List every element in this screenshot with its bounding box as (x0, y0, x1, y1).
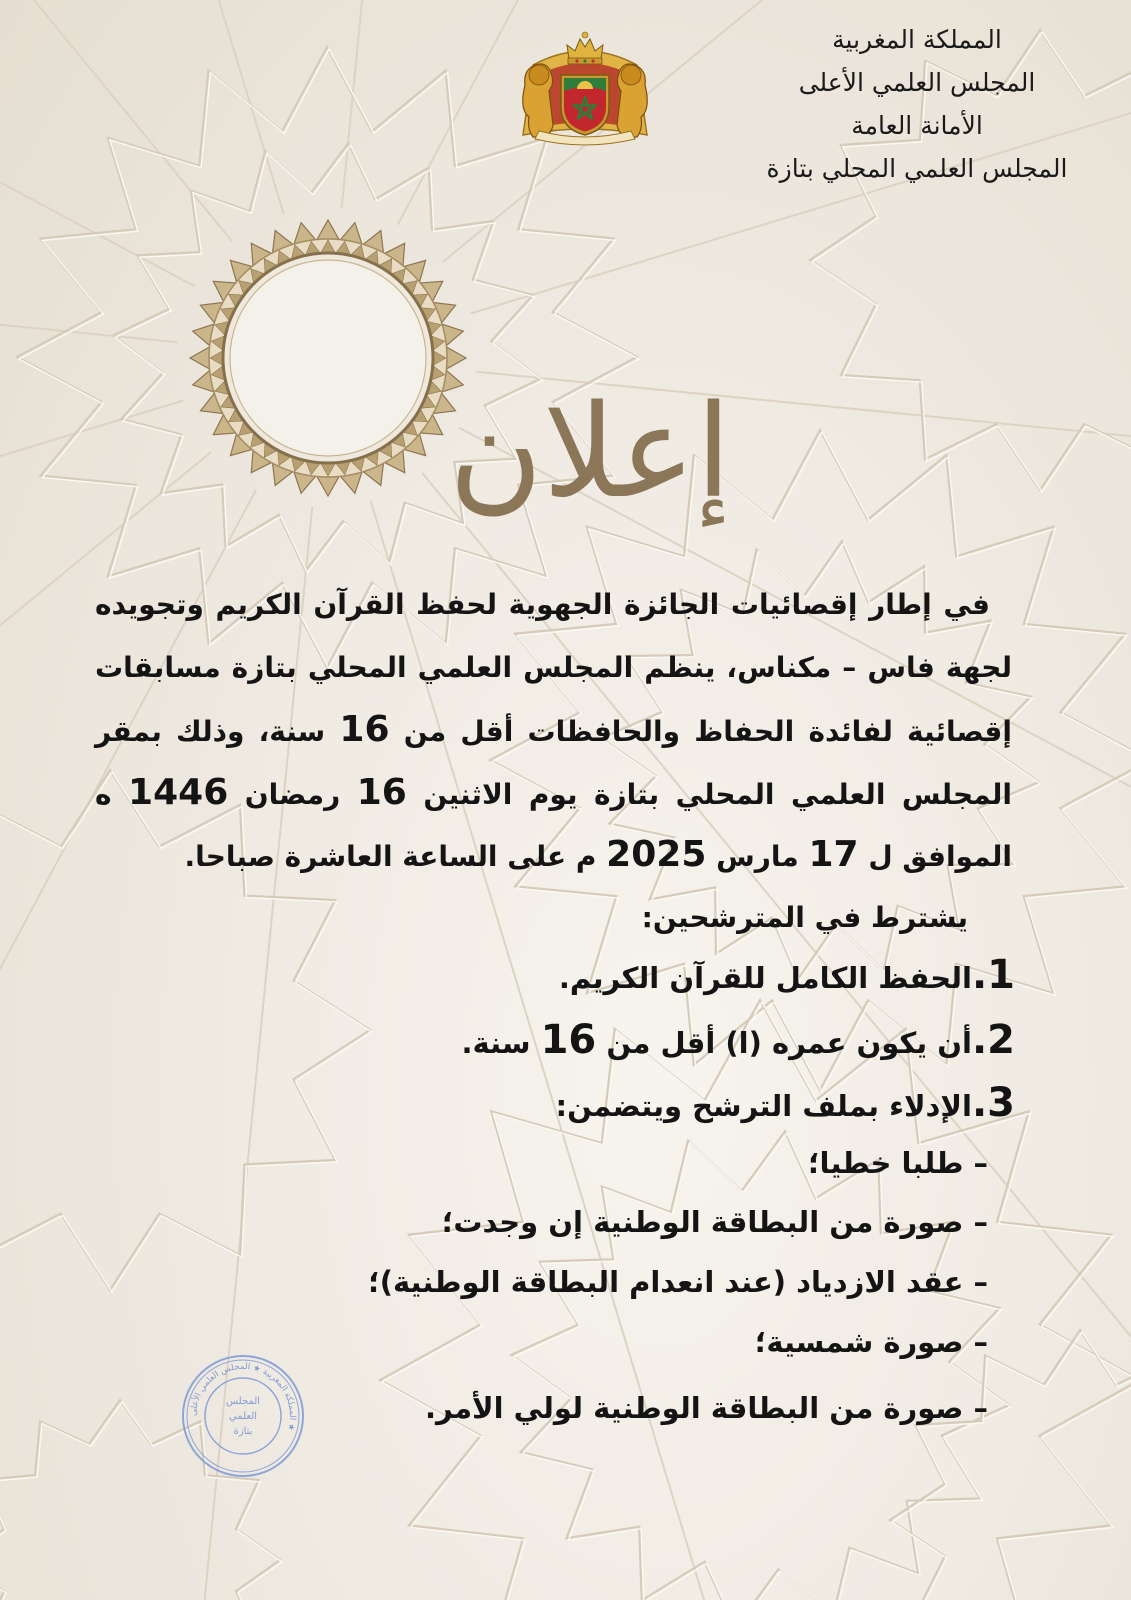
body-text: م على الساعة العاشرة صباحا. (184, 840, 607, 873)
body-number: 1446 (128, 771, 229, 813)
header-line-kingdom: المملكة المغربية (832, 25, 1002, 54)
document-list-item: – عقد الازدياد (عند انعدام البطاقة الوطنية)؛ (368, 1265, 988, 1299)
pattern-star (890, 1330, 1131, 1600)
body-number: 2025 (606, 834, 707, 875)
body-number: 16 (339, 709, 390, 750)
announcement-body (95, 574, 1012, 887)
pattern-ray (0, 0, 195, 286)
body-text: المجلس العلمي المحلي بتازة يوم الاثنين (406, 777, 1013, 811)
document-list-item: – صورة من البطاقة الوطنية لولي الأمر. (425, 1391, 988, 1425)
condition-text: الإدلاء بملف الترشح ويتضمن: (555, 1089, 972, 1123)
condition-item (559, 950, 1015, 1000)
condition-number: 1. (971, 952, 1015, 998)
body-text: مارس (706, 840, 809, 873)
body-text: رمضان (228, 777, 357, 811)
document-list-item: – طلبا خطيا؛ (807, 1146, 988, 1180)
pattern-ray (0, 0, 232, 241)
body-line (95, 699, 1012, 762)
body-text: سنة، وذلك بمقر (95, 715, 340, 748)
body-text: الموافق ل (858, 840, 1012, 873)
condition-text: سنة. (461, 1026, 541, 1060)
body-line (95, 637, 1012, 700)
condition-text: أن يكون عمره (ا) أقل من (596, 1026, 972, 1060)
emblem-crown (567, 32, 603, 64)
condition-text: الحفظ الكامل للقرآن الكريم. (558, 961, 972, 995)
body-number: 17 (808, 834, 859, 875)
condition-number: 3. (971, 1080, 1015, 1126)
coat-of-arms-icon (505, 25, 665, 150)
page-title: إعلان (448, 378, 732, 527)
body-line (95, 574, 1012, 637)
body-line (95, 824, 1012, 887)
body-number: 16 (356, 771, 407, 813)
body-text: في إطار إقصائيات الجائزة الجهوية لحفظ القرآن الكريم وتجويده (95, 588, 990, 621)
body-line (95, 762, 1012, 825)
stamp-ring-text-path: المملكة المغربية ★ المجلس العلمي الأعلى ★ (188, 1361, 298, 1432)
header-line-local-council: المجلس العلمي المحلي بتازة (766, 154, 1068, 183)
body-text: لجهة فاس – مكناس، ينظم المجلس العلمي المحلي بتازة مسابقات (95, 650, 1012, 684)
institution-header (747, 18, 1087, 190)
condition-age-number: 16 (540, 1017, 597, 1063)
pattern-ray (0, 0, 284, 214)
emblem-shield (561, 75, 609, 135)
header-line-secretariat: الأمانة العامة (851, 111, 983, 140)
conditions-heading: يشترط في المترشحين: (641, 901, 968, 934)
stamp-center-line: بتازة (233, 1426, 253, 1437)
body-text: ه (95, 777, 129, 811)
stamp-center-line: المجلس (225, 1396, 261, 1407)
body-text: إقصائية لفائدة الحفاظ والحافظات أقل من (389, 715, 1012, 748)
condition-item (462, 1015, 1015, 1065)
condition-item (556, 1078, 1015, 1128)
condition-number: 2. (971, 1017, 1015, 1063)
stamp-center-line: العلمي (228, 1411, 258, 1422)
document-list-item: – صورة شمسية؛ (754, 1325, 988, 1359)
header-line-supreme-council: المجلس العلمي الأعلى (798, 68, 1036, 97)
stamp-icon (178, 1354, 308, 1479)
document-list-item: – صورة من البطاقة الوطنية إن وجدت؛ (441, 1205, 988, 1239)
pattern-star-highlight (892, 1332, 1131, 1600)
